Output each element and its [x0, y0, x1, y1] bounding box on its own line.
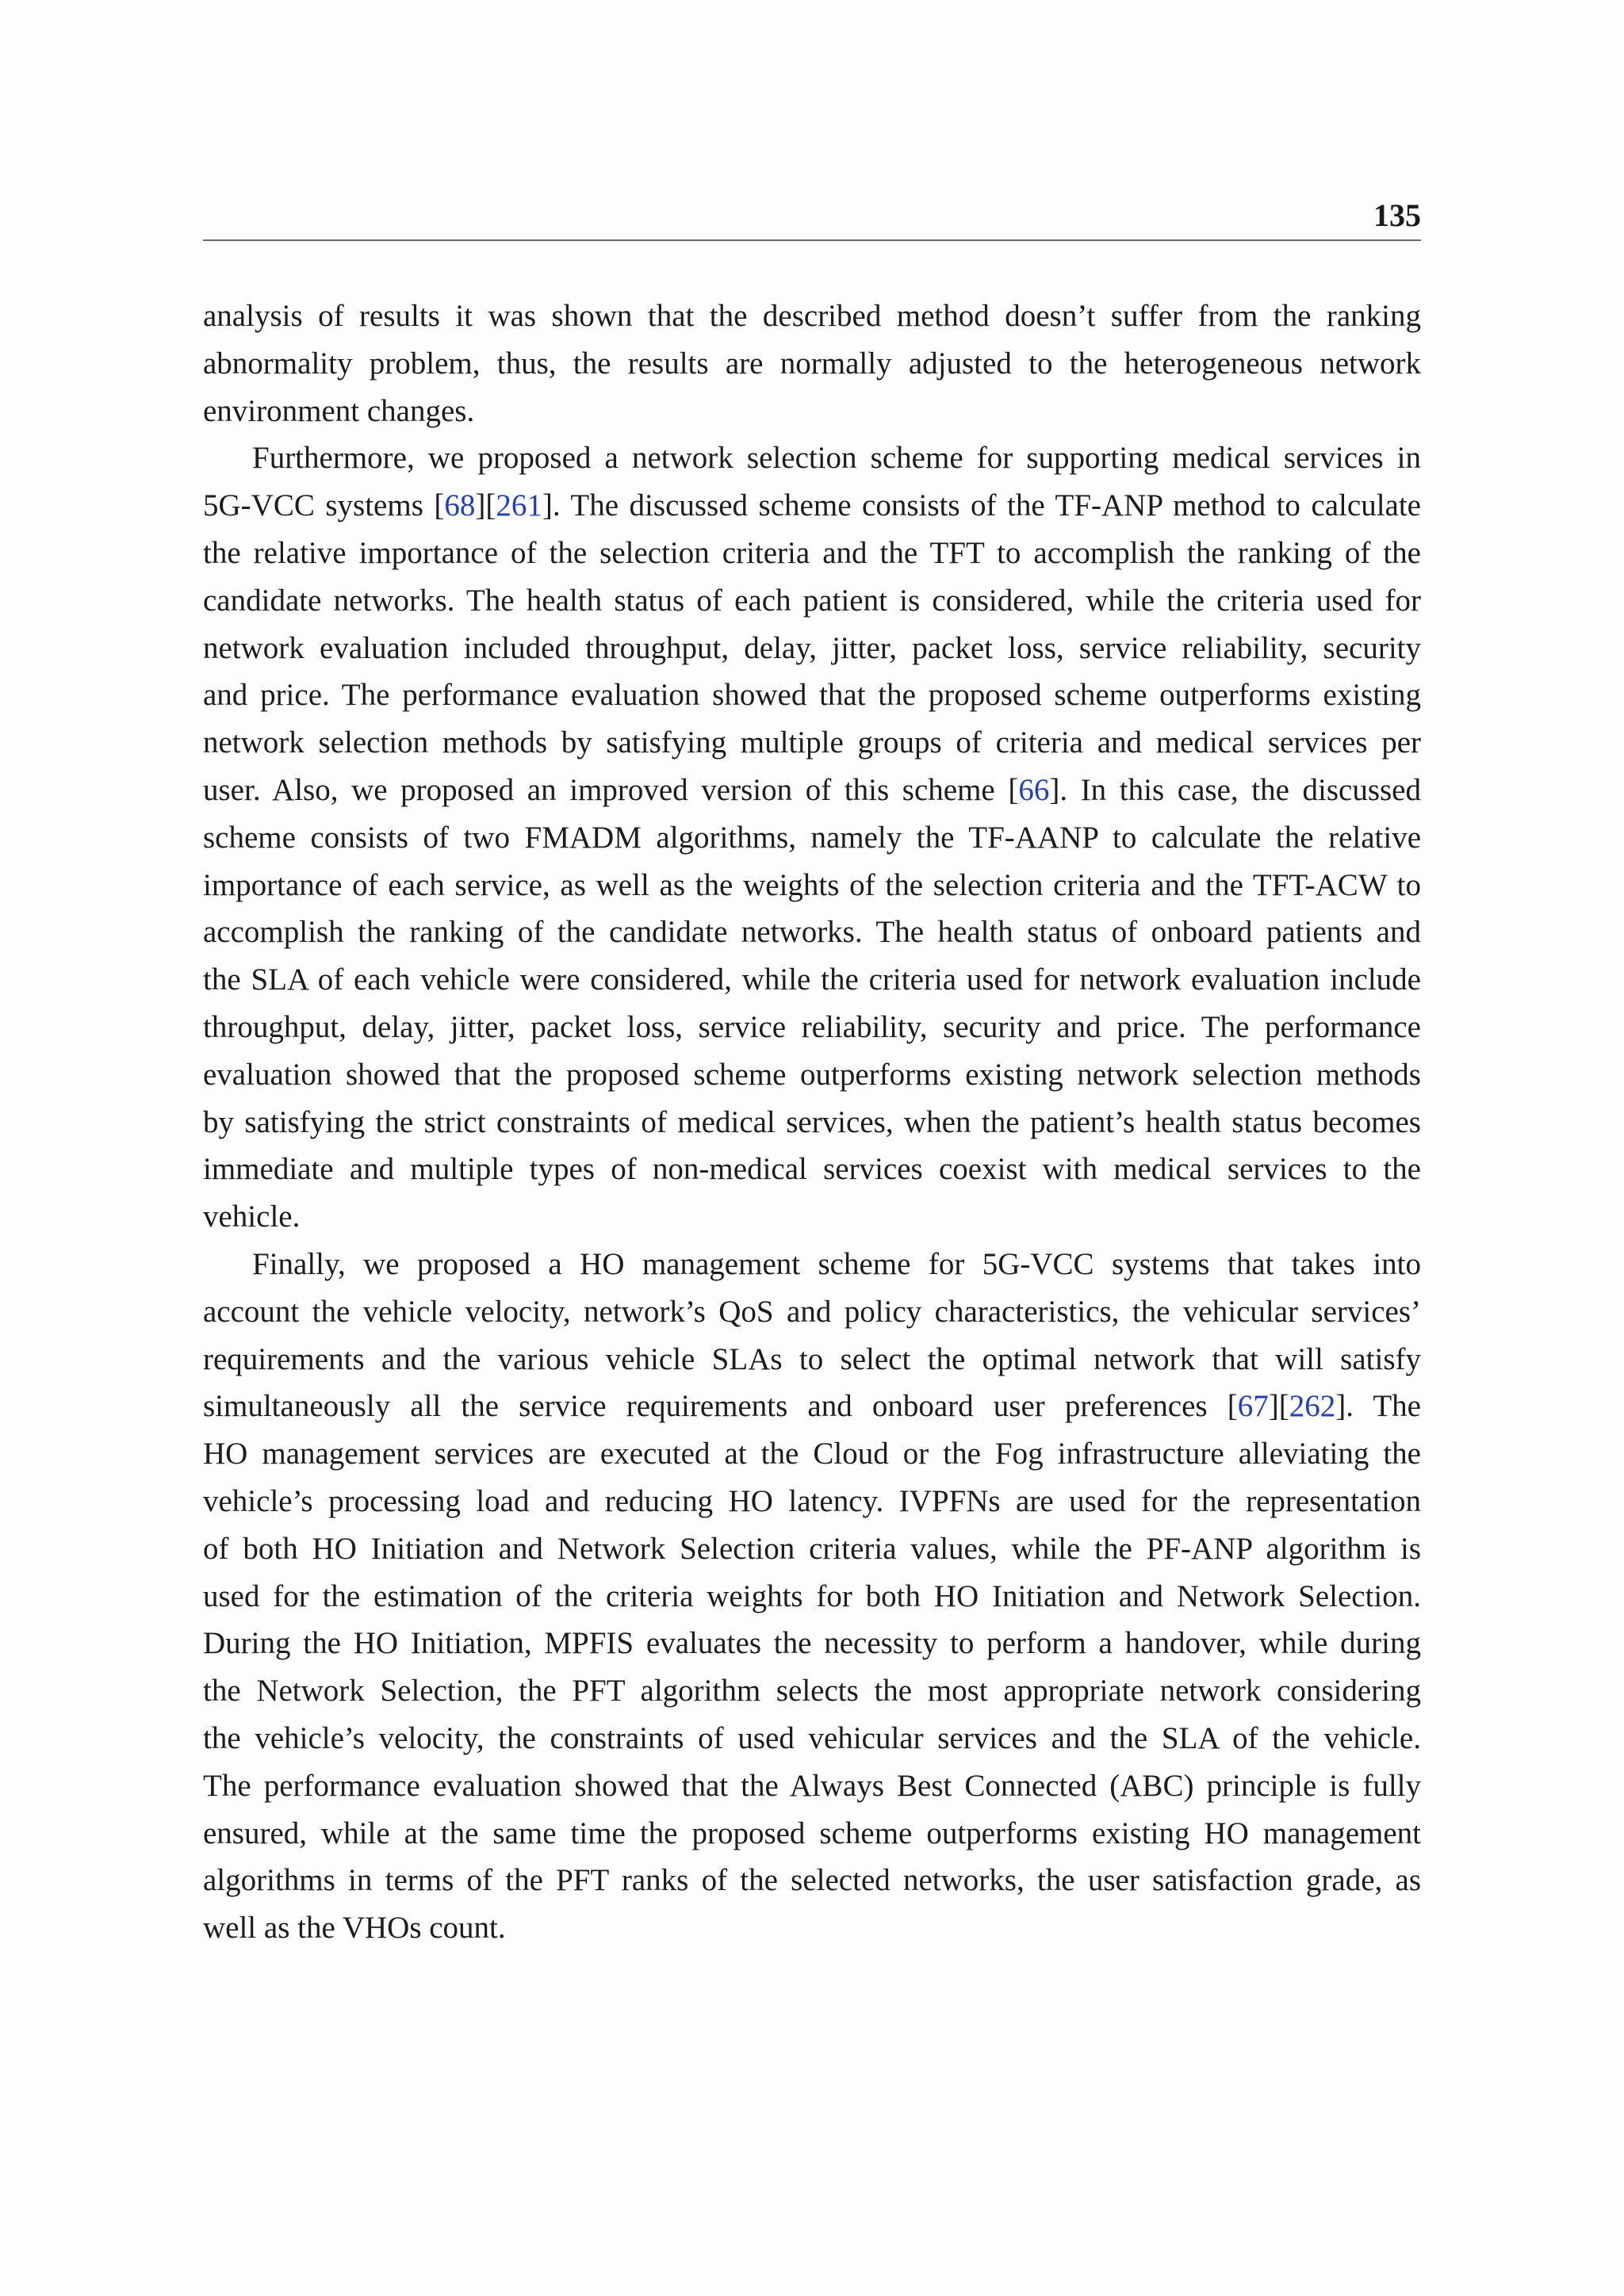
- text-line: candidate networks. The health status of each patient is considered, while the criteria used for: [203, 583, 1421, 618]
- text-line: vehicle’s processing load and reducing HO latency. IVPFNs are used for the representation: [203, 1483, 1421, 1518]
- body-text: [203, 293, 1421, 1952]
- text-line: During the HO Initiation, MPFIS evaluates the necessity to perform a handover, while during: [203, 1626, 1421, 1661]
- text-line: scheme consists of two FMADM algorithms, namely the TF-AANP to calculate the relative: [203, 820, 1421, 855]
- text-line: 5G-VCC systems [68][261]. The discussed scheme consists of the TF-ANP method to calculate: [203, 488, 1421, 523]
- text-line: throughput, delay, jitter, packet loss, service reliability, security and price. The performance: [203, 1009, 1421, 1044]
- citation-link[interactable]: 262: [1289, 1389, 1336, 1424]
- paragraph-1: [203, 293, 1421, 434]
- citation-link[interactable]: 261: [496, 488, 542, 523]
- text-line: Finally, we proposed a HO management scheme for 5G-VCC systems that takes into: [252, 1246, 1421, 1281]
- header-rule: [203, 239, 1421, 241]
- text-line: the SLA of each vehicle were considered, while the criteria used for network evaluation include: [203, 962, 1421, 997]
- text-line: HO management services are executed at the Cloud or the Fog infrastructure alleviating the: [203, 1437, 1421, 1471]
- text-line: requirements and the various vehicle SLAs to select the optimal network that will satisfy: [203, 1341, 1421, 1376]
- text-line: analysis of results it was shown that the described method doesn’t suffer from the ranking: [203, 299, 1421, 333]
- text-line: algorithms in terms of the PFT ranks of the selected networks, the user satisfaction grade, as: [203, 1863, 1421, 1898]
- text-line: the relative importance of the selection criteria and the TFT to accomplish the ranking of the: [203, 535, 1421, 570]
- text-line: by satisfying the strict constraints of medical services, when the patient’s health status becomes: [203, 1104, 1421, 1139]
- text-line: vehicle.: [203, 1200, 301, 1234]
- text-line: Furthermore, we proposed a network selection scheme for supporting medical services in: [252, 441, 1421, 476]
- text-line: importance of each service, as well as the weights of the selection criteria and the TFT-ACW to: [203, 867, 1421, 902]
- text-line: accomplish the ranking of the candidate networks. The health status of onboard patients and: [203, 915, 1421, 950]
- citation-link[interactable]: 68: [444, 488, 476, 523]
- page-number: 135: [1373, 197, 1421, 233]
- text-line: used for the estimation of the criteria weights for both HO Initiation and Network Selection.: [203, 1578, 1421, 1613]
- text-line: well as the VHOs count.: [203, 1911, 506, 1946]
- text-line: and price. The performance evaluation showed that the proposed scheme outperforms existing: [203, 678, 1421, 713]
- citation-link[interactable]: 67: [1237, 1389, 1269, 1424]
- paragraph-2: [203, 434, 1421, 1241]
- text-line: network selection methods by satisfying multiple groups of criteria and medical services per: [203, 725, 1421, 760]
- text-line: of both HO Initiation and Network Selection criteria values, while the PF-ANP algorithm is: [203, 1531, 1421, 1566]
- text-line: environment changes.: [203, 393, 475, 428]
- text-line: ensured, while at the same time the proposed scheme outperforms existing HO management: [203, 1816, 1421, 1850]
- text-line: the vehicle’s velocity, the constraints of used vehicular services and the SLA of the vehicle.: [203, 1720, 1421, 1755]
- text-line: network evaluation included throughput, delay, jitter, packet loss, service reliability, security: [203, 630, 1421, 665]
- text-line: evaluation showed that the proposed scheme outperforms existing network selection methods: [203, 1057, 1421, 1092]
- text-line: the Network Selection, the PFT algorithm selects the most appropriate network considering: [203, 1674, 1421, 1709]
- text-line: abnormality problem, thus, the results are normally adjusted to the heterogeneous network: [203, 346, 1421, 381]
- text-line: immediate and multiple types of non-medical services coexist with medical services to the: [203, 1152, 1421, 1187]
- citation-link[interactable]: 66: [1018, 772, 1050, 807]
- text-line: user. Also, we proposed an improved version of this scheme [66]. In this case, the discussed: [203, 772, 1421, 807]
- text-line: The performance evaluation showed that the Always Best Connected (ABC) principle is fully: [203, 1768, 1421, 1803]
- text-line: simultaneously all the service requirements and onboard user preferences [67][262]. The: [203, 1389, 1421, 1424]
- text-line: account the vehicle velocity, network’s QoS and policy characteristics, the vehicular services’: [203, 1294, 1421, 1329]
- paragraph-3: [203, 1241, 1421, 1952]
